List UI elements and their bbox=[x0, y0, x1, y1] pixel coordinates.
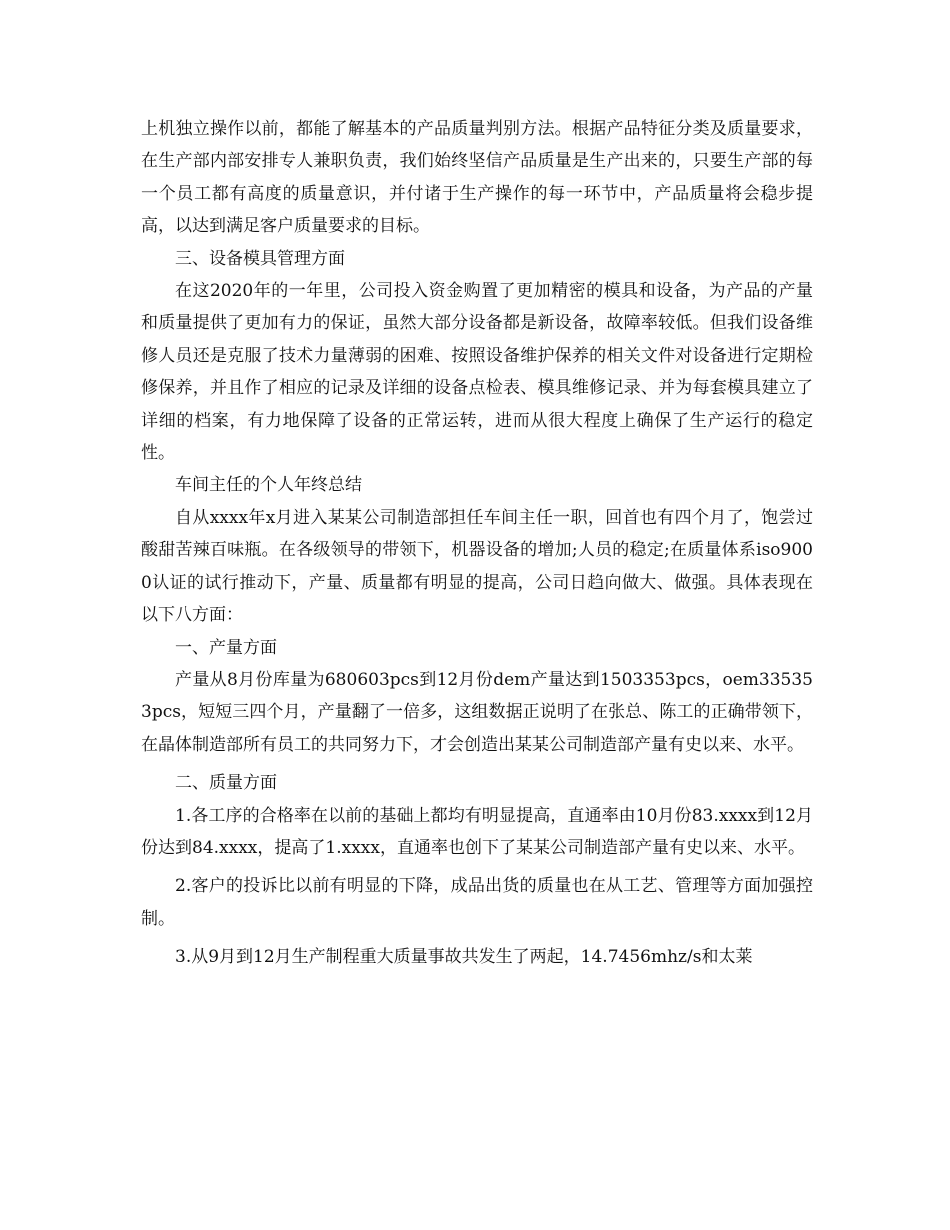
section-heading-quality: 二、质量方面 bbox=[175, 773, 277, 794]
section-heading-equipment: 三、设备模具管理方面 bbox=[175, 248, 345, 269]
paragraph-quality-item-1: 1.各工序的合格率在以前的基础上都均有明显提高，直通率由10月份83.xxxx到12月份达到84.xxxx，提高了1.xxxx，直通率也创下了某某公司制造部产量有史以来、水平。 bbox=[141, 805, 813, 858]
paragraph-quality-item-3: 3.从9月到12月生产制程重大质量事故共发生了两起，14.7456mhz/s和太莱 bbox=[175, 947, 753, 968]
section-heading-output: 一、产量方面 bbox=[175, 637, 277, 658]
paragraph-equipment-management: 在这2020年的一年里，公司投入资金购置了更加精密的模具和设备，为产品的产量和质量提供了更加有力的保证，虽然大部分设备都是新设备，故障率较低。但我们设备维修人员还是克服了技术力量薄弱的困难、按照设备维护保养的相关文件对设备进行定期检修保养，并且作了相应的记录及详细的设备点检表、模具维修记录、并为每套模具建立了详细的档案，有力地保障了设备的正常运转，进而从很大程度上确保了生产运行的稳定性。 bbox=[141, 281, 813, 464]
paragraph-quality-item-2: 2.客户的投诉比以前有明显的下降，成品出货的质量也在从工艺、管理等方面加强控制。 bbox=[141, 876, 813, 929]
document-body bbox=[141, 113, 813, 974]
paragraph-output: 产量从8月份库量为680603pcs到12月份dem产量达到1503353pcs，oem335353pcs，短短三四个月，产量翻了一倍多，这组数据正说明了在张总、陈工的正确带领下，在晶体制造部所有员工的共同努力下，才会创造出某某公司制造部产量有史以来、水平。 bbox=[141, 669, 813, 755]
paragraph-quality-training: 上机独立操作以前，都能了解基本的产品质量判别方法。根据产品特征分类及质量要求，在生产部内部安排专人兼职负责，我们始终坚信产品质量是生产出来的，只要生产部的每一个员工都有高度的质量意识，并付诸于生产操作的每一环节中，产品质量将会稳步提高，以达到满足客户质量要求的目标。 bbox=[141, 119, 813, 237]
document-title-summary: 车间主任的个人年终总结 bbox=[175, 475, 362, 496]
paragraph-introduction: 自从xxxx年x月进入某某公司制造部担任车间主任一职，回首也有四个月了，饱尝过酸甜苦辣百味瓶。在各级领导的带领下，机器设备的增加;人员的稳定;在质量体系iso9000认证的试行推动下，产量、质量都有明显的提高，公司日趋向做大、做强。具体表现在以下八方面： bbox=[141, 507, 813, 626]
